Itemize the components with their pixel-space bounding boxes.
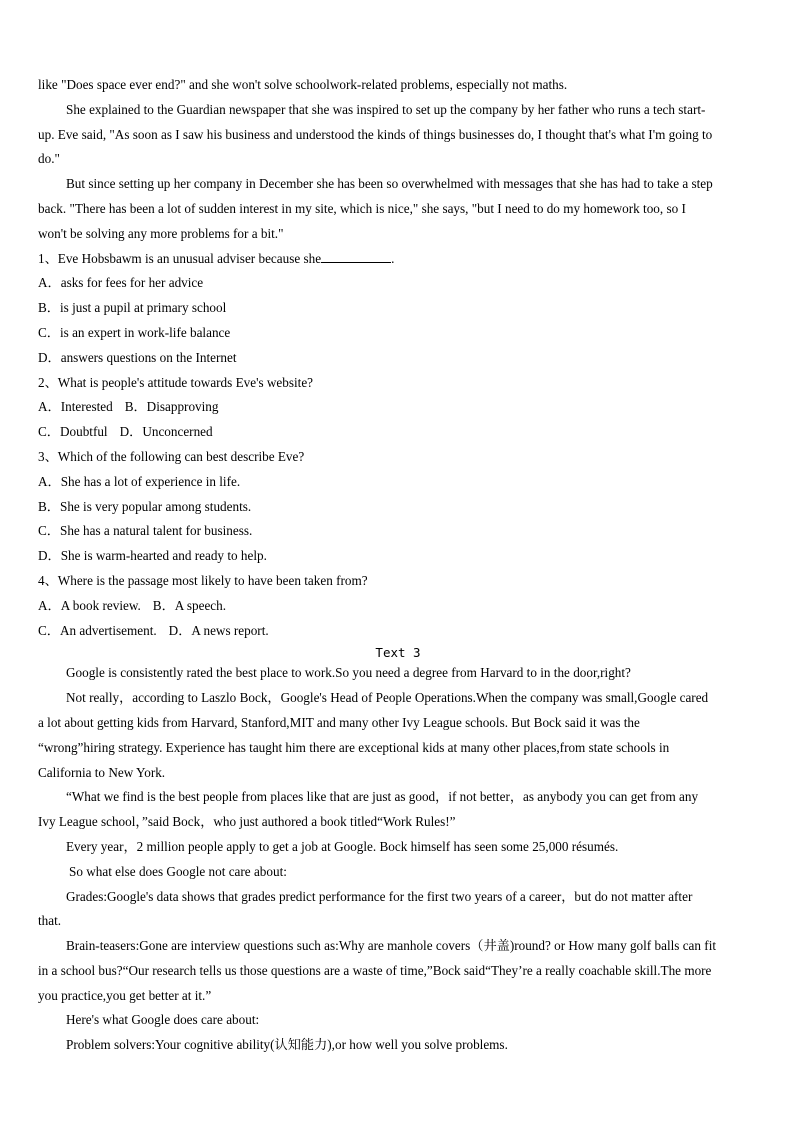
option-d[interactable]: D．answers questions on the Internet	[38, 349, 237, 365]
option-b[interactable]: B．is just a pupil at primary school	[38, 300, 227, 316]
question-stem: 3、Which of the following can best describe Eve?	[38, 448, 305, 464]
text3-section	[38, 645, 758, 1058]
option-a[interactable]: A．Interested	[38, 399, 113, 415]
passage-continuation	[38, 73, 758, 247]
passage-line: Grades:Google's data shows that grades predict performance for the first two years of a career，but do not matter after	[66, 888, 693, 904]
option-c[interactable]: C．is an expert in work-life balance	[38, 324, 231, 340]
option-b[interactable]: B．A speech.	[152, 597, 227, 613]
question-2	[38, 371, 758, 445]
passage-line: like "Does space ever end?" and she won't solve schoolwork-related problems, especially not maths.	[38, 77, 568, 92]
passage-line: in a school bus?“Our research tells us those questions are a waste of time,”Bock said“They’re a really coachable skill.The more	[38, 962, 712, 978]
option-row	[38, 420, 758, 445]
passage-line: “What we find is the best people from places like that are just as good，if not better，as anybody you can get from any	[66, 789, 699, 805]
passage-line: won't be solving any more problems for a bit."	[38, 225, 284, 241]
passage-line: a lot about getting kids from Harvard, Stanford,MIT and many other Ivy League schools. But Bock said it was the	[38, 714, 640, 730]
passage-line: Ivy League school，”said Bock，who just authored a book titled“Work Rules!”	[38, 814, 456, 830]
section-title: Text 3	[375, 645, 421, 661]
option-a[interactable]: A．asks for fees for her advice	[38, 275, 204, 291]
question-stem-text: 1、Eve Hobsbawm is an unusual adviser because she	[38, 250, 322, 266]
option-row	[38, 395, 758, 420]
question-stem-end: .	[391, 250, 395, 266]
passage-line: Problem solvers:Your cognitive ability(认知能力),or how well you solve problems.	[66, 1037, 508, 1053]
option-c[interactable]: C．She has a natural talent for business.	[38, 523, 253, 539]
option-b[interactable]: B．Disapproving	[124, 399, 219, 415]
question-4	[38, 569, 758, 643]
passage-line: Here's what Google does care about:	[66, 1012, 260, 1028]
option-a[interactable]: A．A book review.	[38, 597, 141, 613]
passage-line: up. Eve said, "As soon as I saw his business and understood the kinds of things businesses do, I thought that's what I'm going to	[38, 126, 713, 142]
passage-line: California to New York.	[38, 764, 166, 780]
passage-line: Every year，2 million people apply to get a job at Google. Bock himself has seen some 25,000 résumés.	[66, 838, 619, 854]
answer-blank	[321, 250, 391, 263]
question-stem	[38, 247, 758, 272]
option-d[interactable]: D．She is warm-hearted and ready to help.	[38, 548, 267, 564]
passage-line: do."	[38, 151, 60, 167]
option-c[interactable]: C．Doubtful	[38, 424, 108, 440]
document-page	[38, 73, 758, 1058]
passage-line: But since setting up her company in December she has been so overwhelmed with messages that she has had to take a step	[66, 176, 713, 192]
option-row	[38, 594, 758, 619]
question-stem: 2、What is people's attitude towards Eve's website?	[38, 374, 314, 390]
option-a[interactable]: A．She has a lot of experience in life.	[38, 473, 241, 489]
question-1	[38, 247, 758, 371]
passage-line: Brain-teasers:Gone are interview questions such as:Why are manhole covers（井盖)round? or How many golf balls can fit	[66, 938, 717, 954]
passage-line: Not really，according to Laszlo Bock，Google's Head of People Operations.When the company was small,Google cared	[66, 690, 709, 706]
question-3	[38, 445, 758, 569]
passage-line: So what else does Google not care about:	[69, 863, 287, 879]
passage-line: “wrong”hiring strategy. Experience has taught him there are exceptional kids at many other places,from state schools in	[38, 739, 670, 755]
option-d[interactable]: D．A news report.	[168, 622, 269, 638]
passage-line: She explained to the Guardian newspaper that she was inspired to set up the company by her father who runs a tech start-	[66, 101, 706, 117]
option-b[interactable]: B．She is very popular among students.	[38, 498, 252, 514]
passage-line: that.	[38, 913, 62, 929]
option-c[interactable]: C．An advertisement.	[38, 622, 157, 638]
passage-line: you practice,you get better at it.”	[38, 987, 212, 1003]
passage-line: Google is consistently rated the best place to work.So you need a degree from Harvard to in the door,right?	[66, 665, 631, 681]
option-d[interactable]: D．Unconcerned	[119, 424, 213, 440]
question-stem: 4、Where is the passage most likely to have been taken from?	[38, 572, 368, 588]
passage-line: back. "There has been a lot of sudden interest in my site, which is nice," she says, "but I need to do my homework too, so I	[38, 200, 686, 216]
option-row	[38, 619, 758, 644]
